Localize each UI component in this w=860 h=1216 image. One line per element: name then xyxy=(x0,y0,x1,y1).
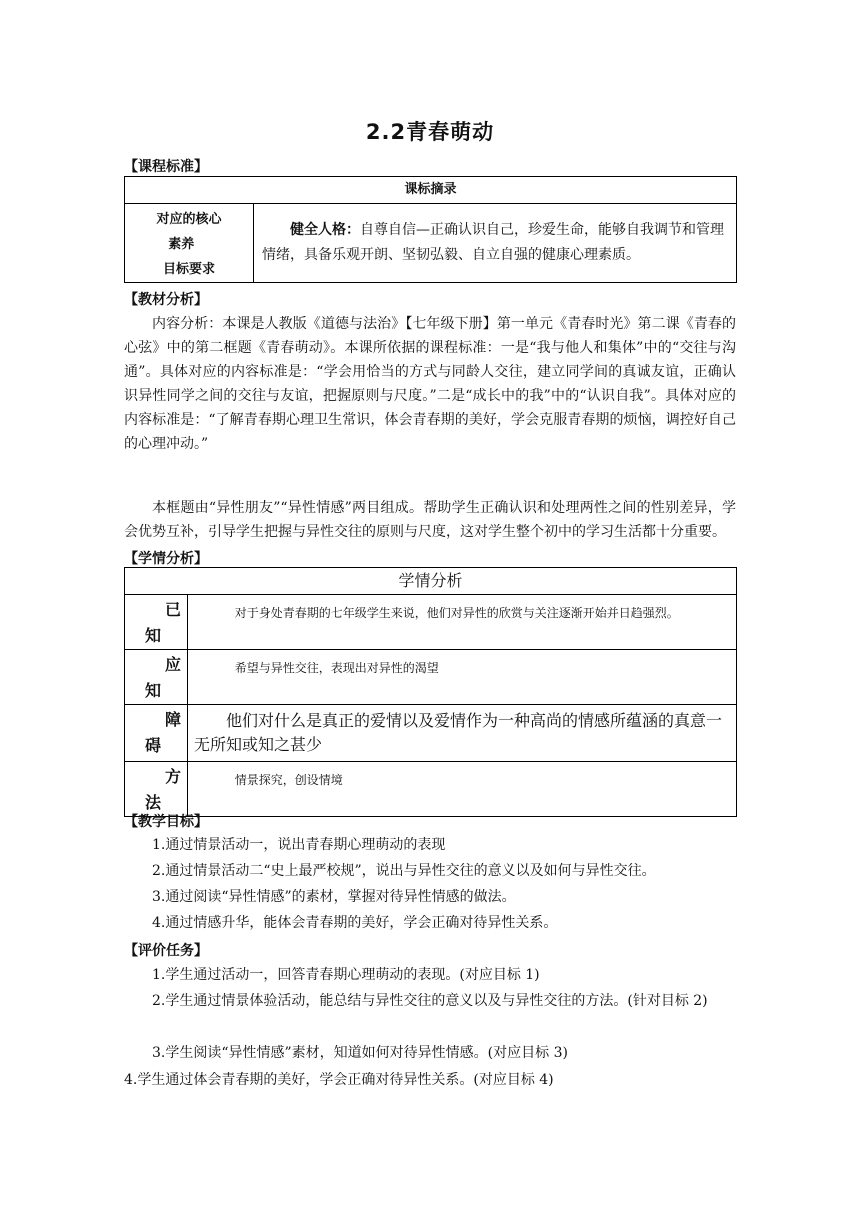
curriculum-label-line: 对应的核心 xyxy=(156,212,222,227)
row-label-char: 知 xyxy=(145,626,162,645)
goal-item: 3.通过阅读“异性情感”的素材，掌握对待异性情感的做法。 xyxy=(152,889,516,905)
material-heading: 【教材分析】 xyxy=(124,292,208,308)
curriculum-heading: 【课程标准】 xyxy=(124,159,208,175)
material-paragraph: 本框题由“异性朋友”“异性情感”两目组成。帮助学生正确认识和处理两性之间的性别差异，学会优势互补，引导学生把握与异性交往的原则与尺度，这对学生整个初中的学习生活都十分重要。 xyxy=(124,500,736,540)
row-label-char: 应 xyxy=(164,655,181,674)
goals-heading: 【教学目标】 xyxy=(124,814,208,830)
curriculum-content-bold: 健全人格： xyxy=(290,222,360,238)
curriculum-label-cell xyxy=(125,204,254,283)
curriculum-table xyxy=(124,176,737,283)
row-text: 希望与异性交往，表现出对异性的渴望 xyxy=(188,650,737,705)
table-row xyxy=(125,762,737,817)
row-label xyxy=(125,650,188,705)
goal-item: 2.通过情景活动二“史上最严校规”，说出与异性交往的意义以及如何与异性交往。 xyxy=(152,863,656,879)
row-label-char: 方 xyxy=(164,767,181,786)
row-text: 对于身处青春期的七年级学生来说，他们对异性的欣赏与关注逐渐开始并日趋强烈。 xyxy=(188,595,737,650)
goal-item: 4.通过情感升华，能体会青春期的美好，学会正确对待异性关系。 xyxy=(152,915,558,931)
row-label-char: 知 xyxy=(145,681,162,700)
eval-item: 4.学生通过体会青春期的美好，学会正确对待异性关系。(对应目标 4) xyxy=(124,1072,554,1088)
eval-item: 1.学生通过活动一，回答青春期心理萌动的表现。(对应目标 1) xyxy=(152,967,540,983)
row-label xyxy=(125,762,188,817)
row-label-char: 碍 xyxy=(145,736,162,755)
row-label-char: 障 xyxy=(164,710,181,729)
table-row xyxy=(125,650,737,705)
curriculum-label-line: 素养 xyxy=(168,237,195,252)
row-text: 情景探究，创设情境 xyxy=(188,762,737,817)
curriculum-content-text: 自尊自信—正确认识自己，珍爱生命，能够自我调节和管理情绪，具备乐观开朗、坚韧弘毅、自立自强的健康心理素质。 xyxy=(262,222,724,263)
curriculum-content-cell xyxy=(254,204,737,283)
row-text: 他们对什么是真正的爱情以及爱情作为一种高尚的情感所蕴涵的真意一无所知或知之甚少 xyxy=(188,705,737,762)
table-row xyxy=(125,705,737,762)
curriculum-table-header: 课标摘录 xyxy=(125,177,737,204)
goal-item: 1.通过情景活动一，说出青春期心理萌动的表现 xyxy=(152,837,446,853)
row-label xyxy=(125,705,188,762)
eval-item: 3.学生阅读“异性情感”素材，知道如何对待异性情感。(对应目标 3) xyxy=(152,1045,568,1061)
learner-heading: 【学情分析】 xyxy=(124,551,208,567)
eval-item: 2.学生通过情景体验活动，能总结与异性交往的意义以及与异性交往的方法。(针对目标 2) xyxy=(152,993,708,1009)
material-paragraph: 内容分析：本课是人教版《道德与法治》【七年级下册】第一单元《青春时光》第二课《青春的心弦》中的第二框题《青春萌动》。本课所依据的课程标准：一是“我与他人和集体”中的“交往与沟通”。具体对应的内容标准是：“学会用恰当的方式与同龄人交往，建立同学间的真诚友谊，正确认识异性同学之间的交往与友谊，把握原则与尺度。”二是“成长中的我”中的“认识自我”。具体对应的内容标准是：“了解青春期心理卫生常识，体会青春期的美好，学会克服青春期的烦恼，调控好自己的心理冲动。” xyxy=(124,316,736,452)
learner-table-header: 学情分析 xyxy=(125,568,737,595)
page-title: 2.2青春萌动 xyxy=(365,120,495,144)
row-label-char: 法 xyxy=(145,793,162,812)
curriculum-label-line: 目标要求 xyxy=(162,262,215,277)
row-label-char: 已 xyxy=(164,600,181,619)
row-label xyxy=(125,595,188,650)
learner-analysis-table xyxy=(124,567,737,817)
eval-heading: 【评价任务】 xyxy=(124,943,208,959)
table-row xyxy=(125,595,737,650)
